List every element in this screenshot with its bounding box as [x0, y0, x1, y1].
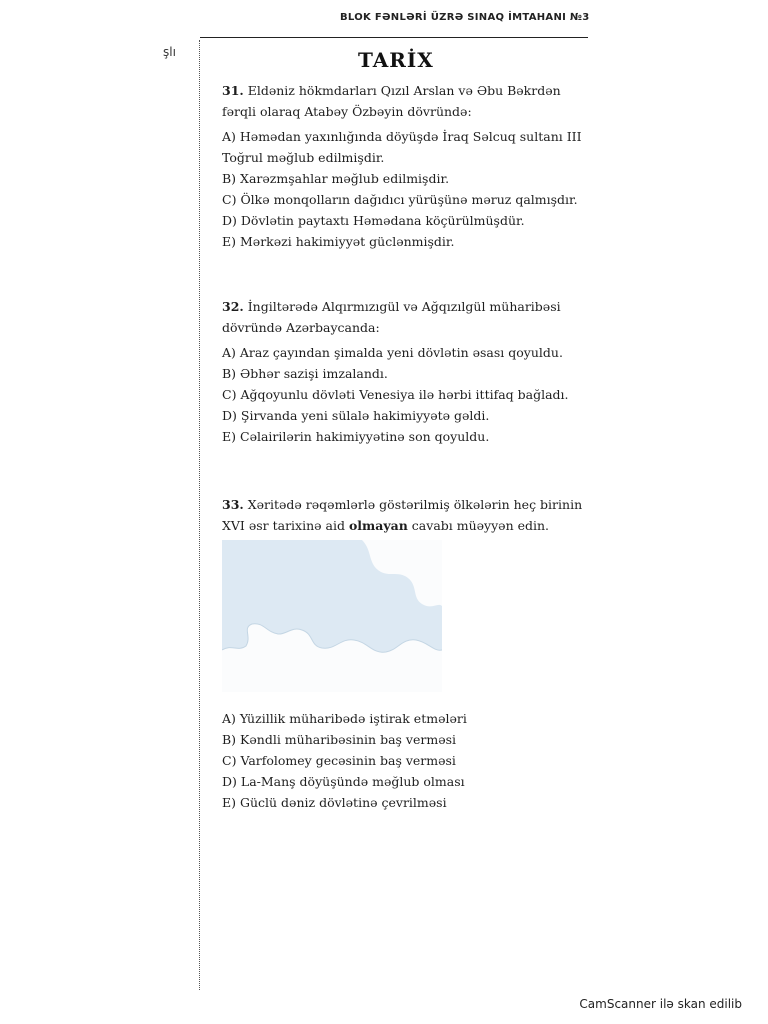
option-c[interactable]: C) Ağqoyunlu dövləti Venesiya ilə hərbi ittifaq bağladı. [222, 387, 569, 402]
option-a[interactable]: A) Yüzillik müharibədə iştirak etmələri [222, 711, 467, 726]
map-land [362, 540, 442, 606]
option-a[interactable]: A) Araz çayından şimalda yeni dövlətin əsası qoyuldu. [222, 345, 563, 360]
map-land [222, 624, 442, 692]
option-b[interactable]: B) Xarəzmşahlar məğlub edilmişdir. [222, 171, 450, 186]
option-b[interactable]: B) Əbhər sazişi imzalandı. [222, 366, 388, 381]
header-divider [200, 37, 588, 38]
question-33 [222, 494, 582, 536]
option-a-continued: Toğrul məğlub edilmişdir. [222, 150, 385, 165]
map-landmass [222, 540, 442, 692]
question-stem: 31. Eldəniz hökmdarları Qızıl Arslan və Əbu Bəkrdən [222, 83, 561, 98]
option-a[interactable]: A) Həmədan yaxınlığında döyüşdə İraq Səlcuq sultanı III [222, 129, 582, 144]
option-b[interactable]: B) Kəndli müharibəsinin baş verməsi [222, 732, 457, 747]
answer-options [222, 126, 582, 252]
option-e[interactable]: E) Güclü dəniz dövlətinə çevrilməsi [222, 795, 447, 810]
answer-options [222, 708, 467, 813]
question-stem: dövründə Azərbaycanda: [222, 320, 380, 335]
option-d[interactable]: D) Dövlətin paytaxtı Həmədana köçürülmüşdür. [222, 213, 525, 228]
exam-header: BLOK FƏNLƏRİ ÜZRƏ SINAQ İMTAHANI №3 [340, 12, 590, 23]
option-e[interactable]: E) Cəlairilərin hakimiyyətinə son qoyuldu. [222, 429, 490, 444]
question-stem: 32. İngiltərədə Alqırmızıgül və Ağqızılgül müharibəsi [222, 299, 561, 314]
question-stem: XVI əsr tarixinə aid olmayan cavabı müəyyən edin. [222, 518, 550, 533]
margin-mark: şlı [163, 45, 176, 59]
camscanner-watermark: CamScanner ilə skan edilib [579, 997, 742, 1011]
europe-map [222, 540, 442, 692]
margin-line [199, 40, 200, 990]
question-stem: 33. Xəritədə rəqəmlərlə göstərilmiş ölkələrin heç birinin [222, 497, 583, 512]
option-d[interactable]: D) Şirvanda yeni sülalə hakimiyyətə gəldi. [222, 408, 490, 423]
option-c[interactable]: C) Ölkə monqolların dağıdıcı yürüşünə məruz qalmışdır. [222, 192, 578, 207]
answer-options [222, 342, 569, 447]
option-d[interactable]: D) La-Manş döyüşündə məğlub olması [222, 774, 465, 789]
question-32 [222, 296, 569, 447]
question-stem: fərqli olaraq Atabəy Özbəyin dövründə: [222, 104, 472, 119]
question-33-options [222, 708, 467, 813]
subject-title: TARİX [358, 48, 434, 72]
question-31 [222, 80, 582, 252]
option-c[interactable]: C) Varfolomey gecəsinin baş verməsi [222, 753, 456, 768]
option-e[interactable]: E) Mərkəzi hakimiyyət güclənmişdir. [222, 234, 455, 249]
